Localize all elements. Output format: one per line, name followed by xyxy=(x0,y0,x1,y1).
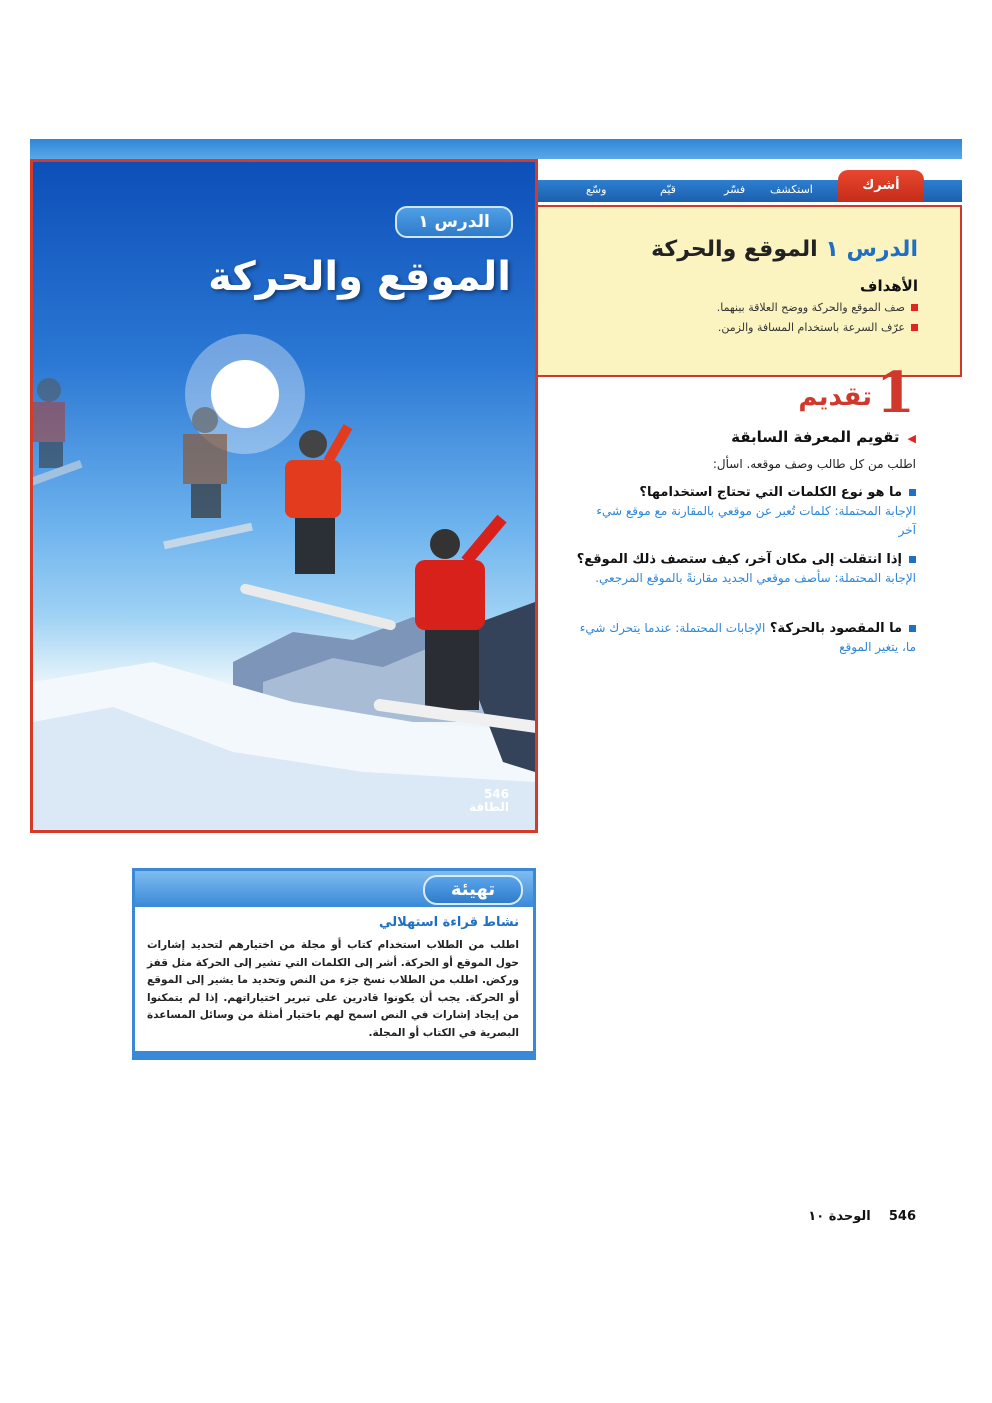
bullet-square-icon xyxy=(909,625,916,632)
nav-tab-evaluate[interactable]: قيّم xyxy=(660,183,676,196)
nav-tab-explain[interactable]: فسّر xyxy=(724,183,746,196)
question-item: إذا انتقلت إلى مكان آخر، كيف ستصف ذلك الموقع؟ الإجابة المحتملة: سأصف موقعي الجديد مقارنةً بالموقع المرجعي. xyxy=(576,552,916,585)
photo-caption: الطاقة xyxy=(469,800,509,814)
nav-tab-engage[interactable]: أشرك xyxy=(838,170,924,202)
bullet-square-icon xyxy=(909,556,916,563)
lesson-title xyxy=(651,237,918,262)
prior-knowledge-heading: ◀تقويم المعرفة السابقة xyxy=(731,428,916,446)
answer-text: الإجابات المحتملة: عندما يتحرك شيء ما، يتغير الموقع xyxy=(579,621,916,654)
nav-tab-explore[interactable]: استكشف xyxy=(770,183,813,196)
step-number: 1 xyxy=(876,360,915,426)
footer-page-number: 546 xyxy=(888,1209,916,1224)
lesson-title-text: الموقع والحركة xyxy=(651,237,818,262)
bullet-square-icon xyxy=(911,304,918,311)
goal-item: صف الموقع والحركة ووضح العلاقة بينهما. xyxy=(717,301,918,314)
step-title: تقديم xyxy=(798,382,872,412)
warmup-heading: نشاط قراءة استهلالي xyxy=(379,915,519,930)
question-item: ما المقصود بالحركة؟ الإجابات المحتملة: عندما يتحرك شيء ما، يتغير الموقع xyxy=(579,621,916,654)
warmup-body: اطلب من الطلاب استخدام كتاب أو مجلة من اختيارهم لتحديد إشارات حول الموقع أو الحركة. أشر إلى الكلمات التي تشير إلى الحركة مثل قفز وركض. اطلب من الطلاب نسخ جزء من النص وتحديد ما يشير إلى الموقع أو الحركة. يجب أن يكونوا قادرين على تبرير اختياراتهم. إذا لم يتمكنوا من إيجاد إشارات في النص اسمح لهم باختيار أمثلة من وسائل المساعدة البصرية في الكتاب أو المجلة. xyxy=(147,939,519,1039)
prior-knowledge-intro: اطلب من كل طالب وصف موقعه. اسأل: xyxy=(712,457,916,471)
bullet-square-icon xyxy=(909,489,916,496)
answer-text: الإجابة المحتملة: كلمات تُعبر عن موقعي بالمقارنة مع موقع شيء آخر xyxy=(596,504,916,537)
warmup-tab: تهيئة xyxy=(423,875,523,905)
photo-lesson-title: الموقع والحركة xyxy=(208,254,511,300)
warmup-box xyxy=(132,868,536,1060)
photo-lesson-tab: الدرس ١ xyxy=(395,206,513,238)
goals-heading: الأهداف xyxy=(860,277,918,295)
page-footer xyxy=(808,1209,916,1224)
lesson-header xyxy=(538,205,962,377)
photo-page-number-value: 546 xyxy=(483,787,509,801)
question-item: ما هو نوع الكلمات التي تحتاج استخدامها؟ الإجابة المحتملة: كلمات تُعبر عن موقعي بالمقارنة مع موقع شيء آخر xyxy=(596,485,916,537)
goal-item: عرّف السرعة باستخدام المسافة والزمن. xyxy=(718,321,918,334)
bullet-square-icon xyxy=(911,324,918,331)
lesson-opener-photo xyxy=(30,159,538,833)
warmup-bottom-border xyxy=(135,1051,533,1057)
nav-tab-extend[interactable]: وسّع xyxy=(586,183,607,196)
photo-page-number xyxy=(469,788,509,814)
answer-text: الإجابة المحتملة: سأصف موقعي الجديد مقارنةً بالموقع المرجعي. xyxy=(595,571,916,585)
top-color-band xyxy=(30,139,962,159)
lesson-label: الدرس ١ xyxy=(825,237,918,262)
footer-unit: الوحدة ١٠ xyxy=(808,1209,871,1224)
triangle-icon: ◀ xyxy=(907,432,916,445)
